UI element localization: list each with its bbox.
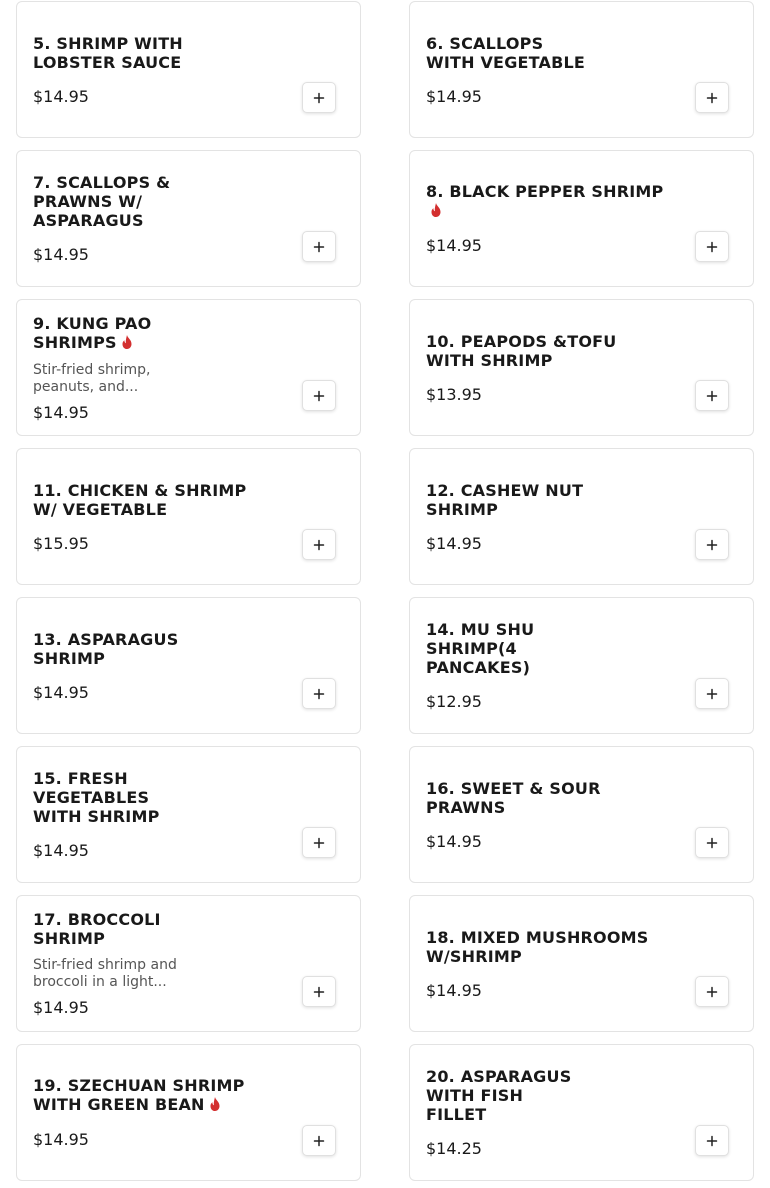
menu-item-price: $12.95 [426,692,482,711]
menu-item-name-text: 11. CHICKEN & SHRIMP W/ VEGETABLE [33,480,247,519]
add-to-cart-button[interactable] [302,380,336,411]
add-to-cart-button[interactable] [695,827,729,858]
menu-item-price: $14.95 [426,533,482,553]
menu-item-price: $14.25 [426,1139,482,1158]
plus-icon [706,390,718,402]
menu-item-name-text: 19. SZECHUAN SHRIMP WITH GREEN BEAN [33,1076,245,1114]
menu-item-name [426,928,666,966]
menu-item-info [426,747,646,882]
menu-item-name-text: 16. SWEET & SOUR PRAWNS [426,778,601,817]
menu-item-card[interactable] [16,746,361,883]
menu-item-price: $14.95 [426,980,482,1000]
menu-item-price: $14.95 [33,1130,89,1149]
menu-item-card[interactable] [409,448,754,585]
menu-item-price: $14.95 [426,831,482,851]
menu-item-name [426,620,581,677]
menu-item-name-text: 12. CASHEW NUT SHRIMP [426,480,584,519]
menu-item-info [33,2,183,137]
menu-item-price: $14.95 [33,841,89,860]
add-to-cart-button[interactable] [302,529,336,560]
menu-item-name-text: 7. SCALLOPS & PRAWNS W/ ASPARAGUS [33,173,171,230]
menu-item-card[interactable] [409,150,754,287]
menu-item-name-text: 14. MU SHU SHRIMP(4 PANCAKES) [426,620,535,677]
plus-icon [313,986,325,998]
flame-icon [209,1096,221,1115]
menu-item-price: $14.95 [33,245,89,264]
menu-item-price: $14.95 [33,402,89,422]
add-to-cart-button[interactable] [695,529,729,560]
menu-item-card[interactable] [409,1,754,138]
menu-item-card[interactable] [409,597,754,734]
menu-item-card[interactable] [409,895,754,1032]
menu-item-info [33,151,173,286]
menu-item-name-text: 20. ASPARAGUS WITH FISH FILLET [426,1067,572,1124]
menu-item-name [426,332,666,370]
menu-item-info [33,896,188,1031]
add-to-cart-button[interactable] [302,976,336,1007]
add-to-cart-button[interactable] [302,231,336,262]
add-to-cart-button[interactable] [302,827,336,858]
menu-item-card[interactable] [16,150,361,287]
menu-item-info [426,300,666,435]
menu-item-name [426,34,586,72]
menu-item-price: $14.95 [33,682,89,702]
plus-icon [313,92,325,104]
menu-item-info [426,598,581,733]
menu-item-name [426,481,586,519]
plus-icon [706,539,718,551]
plus-icon [313,539,325,551]
menu-item-card[interactable] [16,448,361,585]
add-to-cart-button[interactable] [695,976,729,1007]
menu-item-card[interactable] [16,1044,361,1181]
menu-item-name [33,769,193,826]
plus-icon [313,1135,325,1147]
menu-item-info [426,2,586,137]
menu-item-description: Stir-fried shrimp and broccoli in a light... [33,957,177,990]
menu-item-card[interactable] [409,1044,754,1181]
menu-item-name [33,314,158,353]
menu-item-info [426,1045,576,1180]
menu-item-name-text: 8. BLACK PEPPER SHRIMP [426,182,664,201]
menu-item-name-text: 13. ASPARAGUS SHRIMP [33,629,179,668]
menu-item-card[interactable] [16,1,361,138]
menu-item-info [426,151,666,286]
menu-item-price: $13.95 [426,384,482,404]
menu-item-price: $14.95 [33,998,89,1017]
menu-item-name-text: 6. SCALLOPS WITH VEGETABLE [426,33,586,72]
menu-item-name-text: 17. BROCCOLI SHRIMP [33,910,161,948]
plus-icon [706,837,718,849]
menu-item-info [33,747,193,882]
add-to-cart-button[interactable] [302,1125,336,1156]
menu-item-card[interactable] [409,299,754,436]
add-to-cart-button[interactable] [695,678,729,709]
add-to-cart-button[interactable] [695,380,729,411]
menu-item-name-text: 15. FRESH VEGETABLES WITH SHRIMP [33,769,160,826]
flame-icon [430,202,442,221]
menu-item-info [426,896,666,1031]
menu-item-card[interactable] [409,746,754,883]
add-to-cart-button[interactable] [302,82,336,113]
add-to-cart-button[interactable] [695,1125,729,1156]
menu-item-name [33,630,183,668]
plus-icon [313,390,325,402]
plus-icon [706,241,718,253]
menu-item-name-text: 5. SHRIMP WITH LOBSTER SAUCE [33,33,183,72]
menu-item-name [33,1076,273,1115]
menu-item-price: $14.95 [426,236,482,255]
menu-item-name [33,910,183,948]
menu-item-name-text: 9. KUNG PAO SHRIMPS [33,313,152,352]
plus-icon [313,837,325,849]
plus-icon [313,688,325,700]
plus-icon [706,688,718,700]
flame-icon [121,334,133,353]
menu-item-name-text: 10. PEAPODS &TOFU WITH SHRIMP [426,331,617,370]
menu-item-price: $14.95 [33,86,89,106]
menu-item-info [426,449,586,584]
plus-icon [706,92,718,104]
menu-item-card[interactable] [16,895,361,1032]
add-to-cart-button[interactable] [695,82,729,113]
menu-item-price: $14.95 [426,86,482,106]
menu-item-name [426,779,646,817]
menu-item-info [33,300,188,435]
menu-item-info [33,1045,273,1180]
plus-icon [706,1135,718,1147]
plus-icon [706,986,718,998]
menu-item-price: $15.95 [33,533,89,553]
menu-item-name-text: 18. MIXED MUSHROOMS W/SHRIMP [426,927,649,966]
menu-item-card[interactable] [16,597,361,734]
menu-item-name [33,481,273,519]
menu-item-name [426,1067,576,1124]
menu-item-card[interactable] [16,299,361,436]
menu-item-info [33,449,273,584]
menu-item-description: Stir-fried shrimp, peanuts, and... [33,361,151,395]
menu-item-name [426,182,666,221]
menu-item-name [33,173,173,230]
menu-item-info [33,598,183,733]
add-to-cart-button[interactable] [302,678,336,709]
menu-item-name [33,34,183,72]
add-to-cart-button[interactable] [695,231,729,262]
plus-icon [313,241,325,253]
